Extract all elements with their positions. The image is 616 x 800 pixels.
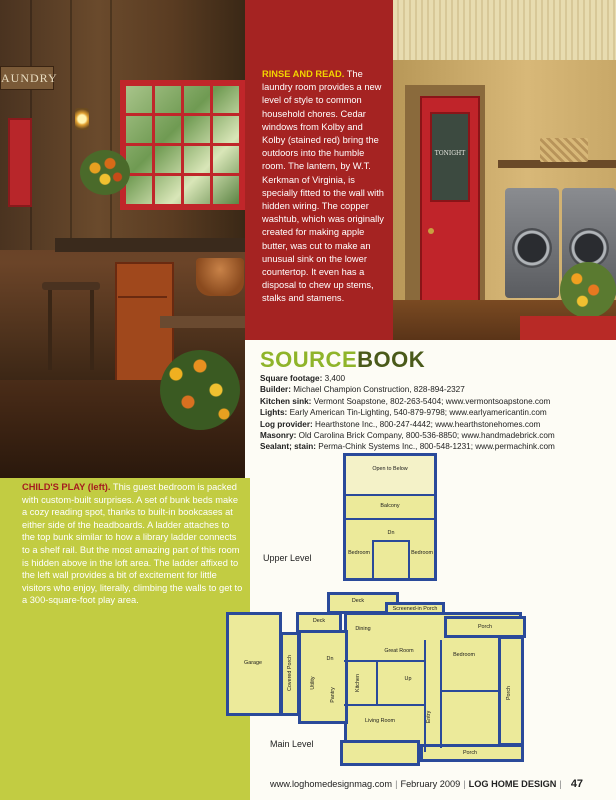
footer-separator: | [395, 779, 398, 789]
lower-countertop [160, 316, 245, 328]
chalkboard-panel [430, 112, 470, 202]
sourcebook-line: Log provider: Hearthstone Inc., 800-247-4442; www.hearthstonehomes.com [260, 419, 541, 429]
childs-play-body: This guest bedroom is packed with custom-built surprises. A set of bunk beds make a cozy reading spot, thanks to built-in bookcases at either side of the headboards. A ladder attaches to the top bunk similar to how a library ladder connects to a shelf rail. But the most amazing part of this room is hidden above in the loft area. The ladder affixed to the left wall provides a bit of excitement for little visitors who enjoy, literally, climbing the walls to get to a 300-square-foot play area. [22, 482, 243, 606]
room-main-up: Up [404, 676, 412, 682]
room-screened-porch: Screened-in Porch [392, 606, 438, 612]
room-utility: Utility [310, 676, 316, 690]
room-dining: Dining [355, 626, 371, 632]
plan-wall [372, 540, 374, 578]
plan-wall [440, 640, 442, 748]
open-to-below-area [346, 456, 434, 494]
room-great-room: Great Room [384, 648, 414, 654]
laundry-sign: AUNDRY [0, 66, 54, 90]
room-garage: Garage [244, 660, 262, 666]
upper-level-label: Upper Level [263, 553, 312, 563]
footer-brand: LOG HOME DESIGN [468, 779, 557, 789]
sourcebook-line: Lights: Early American Tin-Lighting, 540-879-9798; www.earlyamericantin.com [260, 408, 547, 418]
room-entry: Entry [426, 710, 432, 724]
room-open-to-below: Open to Below [372, 466, 408, 472]
plan-wall [424, 640, 426, 752]
room-bedroom: Bedroom [453, 652, 475, 658]
plan-wall [376, 660, 378, 704]
sourcebook-list [260, 373, 616, 453]
plan-wall [346, 494, 434, 496]
living-room-bay [340, 740, 420, 766]
childs-play-caption [22, 481, 244, 607]
plan-wall [440, 690, 500, 692]
window-panes [126, 86, 239, 204]
page-footer [270, 778, 583, 790]
rinse-headline: RINSE AND READ. [262, 69, 345, 79]
room-pantry: Pantry [330, 687, 336, 703]
side-window [8, 118, 32, 207]
countertop [55, 238, 245, 252]
stool-leg [90, 290, 94, 370]
footer-separator: | [463, 779, 466, 789]
sunflower-bouquet [160, 350, 240, 430]
flower-arrangement-right [560, 262, 616, 318]
sourcebook-line: Masonry: Old Carolina Brick Company, 800-536-8850; www.handmadebrick.com [260, 431, 555, 441]
childs-play-headline: CHILD'S PLAY (left). [22, 482, 111, 492]
room-upper-bedroom-2: Bedroom [411, 550, 433, 556]
door-knob [428, 228, 434, 234]
cabinet-drawer-line [118, 296, 167, 298]
wall-board [70, 0, 72, 250]
room-porch-bottom: Porch [462, 750, 478, 756]
wicker-basket [540, 138, 588, 162]
beadboard-ceiling [393, 0, 616, 60]
room-deck-top: Deck [351, 598, 365, 604]
copper-washtub [196, 258, 244, 296]
sourcebook-title-book: BOOK [357, 347, 426, 372]
footer-url[interactable]: www.loghomedesignmag.com [270, 779, 393, 789]
sourcebook-line: Kitchen sink: Vermont Soapstone, 802-263-5404; www.vermontsoapstone.com [260, 396, 551, 406]
room-deck-left: Deck [312, 618, 326, 624]
sourcebook-line: Builder: Michael Champion Construction, 828-894-2327 [260, 385, 465, 395]
utility-wing [298, 630, 348, 724]
room-upper-bedroom-1: Bedroom [348, 550, 370, 556]
room-porch-right: Porch [506, 685, 512, 701]
wall-lantern [75, 108, 89, 130]
page-number: 47 [570, 778, 584, 790]
wall-board [110, 0, 112, 250]
sourcebook-title [260, 347, 425, 373]
plan-wall [346, 518, 434, 520]
sourcebook-line: Square footage: 3,400 [260, 374, 346, 383]
room-covered-porch: Covered Porch [287, 655, 293, 691]
red-table [520, 316, 616, 340]
stool-leg [48, 290, 52, 370]
room-balcony: Balcony [380, 503, 400, 509]
stool-seat [42, 282, 100, 290]
washer [505, 188, 559, 298]
room-living-room: Living Room [365, 718, 395, 724]
room-main-dn: Dn [326, 656, 334, 662]
plan-wall [408, 540, 410, 578]
main-level-label: Main Level [270, 739, 314, 749]
rinse-body: The laundry room provides a new level of style to common household chores. Cedar windows from Kolby and Kolby (stained red) bring the outdoors into the humble room. The lantern, by W.T. Kerkman of Virginia, is specially fitted to the wall with hidden wiring. The copper washtub, which was originally created for making apple butter, was cut to make an unusual sink on the lower countertop. It even has a disposal to chew up stems, stalks and stamens. [262, 69, 384, 304]
flower-arrangement [80, 150, 130, 195]
room-porch-top: Porch [477, 624, 493, 630]
plan-wall [344, 704, 424, 706]
rinse-caption [262, 68, 388, 306]
footer-separator: | [559, 779, 562, 789]
washer-door [512, 228, 552, 268]
room-upper-dn: Dn [387, 530, 395, 536]
sourcebook-title-source: SOURCE [260, 347, 358, 372]
sourcebook-line: Sealant; stain: Perma-Chink Systems Inc., 800-548-1231; www.permachink.com [260, 442, 555, 452]
plan-wall [344, 660, 424, 662]
plan-wall [372, 540, 410, 542]
chalkboard-text: TONIGHT [434, 150, 466, 157]
room-kitchen: Kitchen [355, 674, 361, 692]
footer-date: February 2009 [400, 779, 461, 789]
